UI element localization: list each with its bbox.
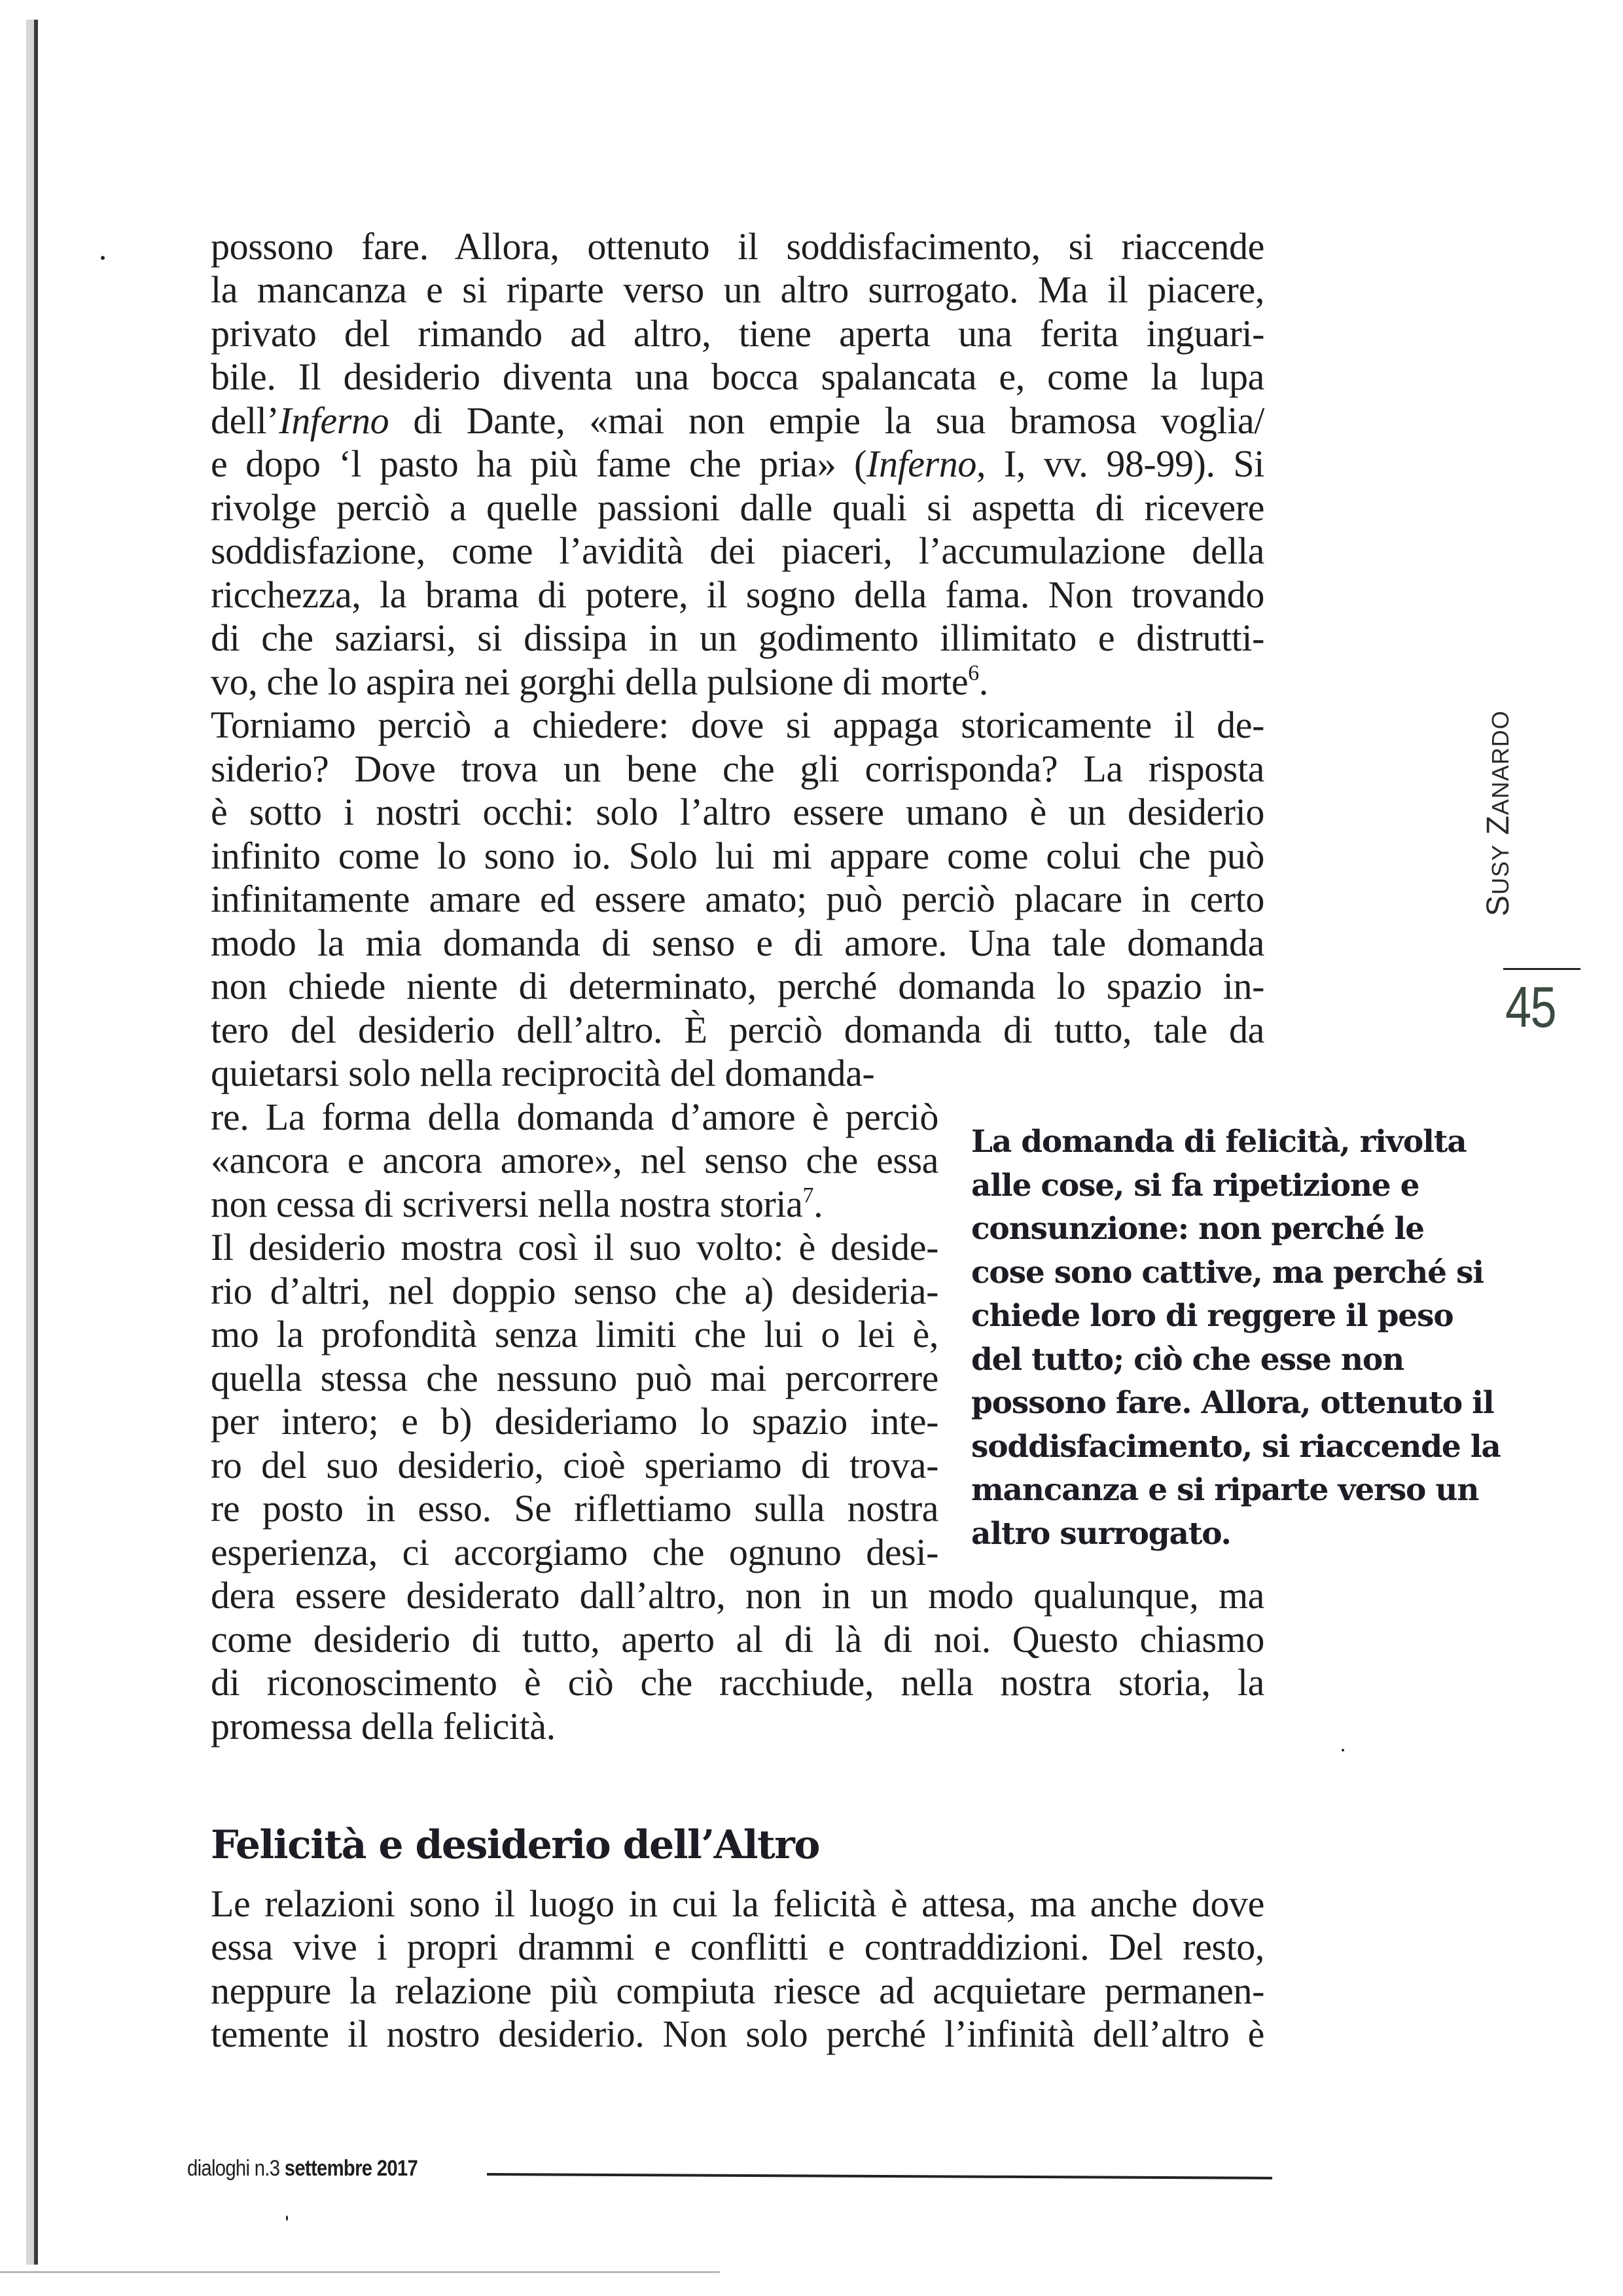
body-line: essa vive i propri drammi e conflitti e contraddizioni. Del resto, (211, 1926, 1264, 1968)
scan-speck (1342, 1749, 1344, 1751)
body-line: siderio? Dove trova un bene che gli corrisponda? La risposta (211, 747, 1264, 790)
body-line: Torniamo perciò a chiedere: dove si appaga storicamente il de- (211, 704, 1264, 746)
body-line: di riconoscimento è ciò che racchiude, nella nostra storia, la (211, 1661, 1264, 1704)
body-line: re. La forma della domanda d’amore è perciò (211, 1096, 938, 1138)
body-line: non chiede niente di determinato, perché domanda lo spazio in- (211, 965, 1264, 1007)
pull-quote-line: alle cose, si fa ripetizione e (971, 1167, 1419, 1204)
body-line: infinito come lo sono io. Solo lui mi appare come colui che può (211, 834, 1264, 877)
page-number: 45 (1505, 975, 1556, 1039)
pull-quote-line: altro surrogato. (971, 1515, 1231, 1552)
text: vo, che lo aspira nei gorghi della pulsione di morte (211, 660, 969, 703)
running-head-author (1480, 710, 1516, 916)
body-line: «ancora e ancora amore», nel senso che essa (211, 1139, 938, 1181)
body-line: tero del desiderio dell’altro. È perciò domanda di tutto, tale da (211, 1009, 1264, 1051)
folio-divider (1503, 968, 1580, 970)
body-line: privato del rimando ad altro, tiene aperta una ferita inguari- (211, 312, 1264, 355)
body-line: dera essere desiderato dall’altro, non in un modo qualunque, ma (211, 1574, 1264, 1617)
body-line: re posto in esso. Se riflettiamo sulla nostra (211, 1487, 938, 1530)
body-line: Le relazioni sono il luogo in cui la felicità è attesa, ma anche dove (211, 1882, 1264, 1925)
pull-quote-line: mancanza e si riparte verso un (971, 1472, 1479, 1508)
body-line: è sotto i nostri occhi: solo l’altro essere umano è un desiderio (211, 791, 1264, 833)
pull-quote-line: chiede loro di reggere il peso (971, 1298, 1454, 1334)
body-line: quella stessa che nessuno può mai percorrere (211, 1357, 938, 1399)
body-line: rio d’altri, nel doppio senso che a) desideria- (211, 1270, 938, 1312)
body-line: Il desiderio mostra così il suo volto: è deside- (211, 1226, 938, 1268)
body-line-with-italic (211, 442, 1264, 486)
italic-title: Inferno (279, 399, 389, 442)
text: dell’ (211, 399, 279, 442)
body-line: bile. Il desiderio diventa una bocca spalancata e, come la lupa (211, 355, 1264, 398)
publication-date: settembre 2017 (284, 2156, 418, 2181)
pull-quote-line: del tutto; ciò che esse non (971, 1341, 1404, 1378)
footnote-ref[interactable]: 6 (968, 661, 979, 685)
body-line: soddisfazione, come l’avidità dei piaceri, l’accumulazione della (211, 529, 1264, 572)
body-line: come desiderio di tutto, aperto al di là di noi. Questo chiasmo (211, 1618, 1264, 1660)
scan-speck (101, 256, 105, 260)
text: di Dante, «mai non empie la sua bramosa voglia/ (389, 399, 1264, 442)
text: . (978, 660, 988, 703)
author-initial: Z (1481, 815, 1516, 835)
text: non cessa di scriversi nella nostra storia (211, 1183, 803, 1225)
text: , I, vv. 98-99). Si (976, 442, 1264, 485)
body-line: mo la profondità senza limiti che lui o lei è, (211, 1313, 938, 1355)
pull-quote-line: consunzione: non perché le (971, 1211, 1424, 1247)
pull-quote-line: possono fare. Allora, ottenuto il (971, 1385, 1494, 1421)
pull-quote-line: cose sono cattive, ma perché si (971, 1254, 1484, 1291)
body-line: rivolge perciò a quelle passioni dalle quali si aspetta di ricevere (211, 486, 1264, 529)
italic-title: Inferno (866, 442, 977, 485)
body-line-with-italic (211, 399, 1264, 443)
publication-name: dialoghi n.3 (187, 2156, 280, 2181)
body-line: la mancanza e si riparte verso un altro surrogato. Ma il piacere, (211, 268, 1264, 311)
scan-bottom-edge (0, 2271, 720, 2273)
body-line: temente il nostro desiderio. Non solo perché l’infinità dell’altro è (211, 2013, 1264, 2055)
body-line: possono fare. Allora, ottenuto il soddisfacimento, si riaccende (211, 225, 1264, 268)
pull-quote-line: La domanda di felicità, rivolta (971, 1124, 1467, 1160)
footer-rule (487, 2173, 1272, 2179)
text: e dopo ‘l pasto ha più fame che pria» ( (211, 442, 867, 485)
body-line: per intero; e b) desideriamo lo spazio inte- (211, 1400, 938, 1443)
body-line: esperienza, ci accorgiamo che ognuno desi- (211, 1531, 938, 1573)
body-line: promessa della felicità. (211, 1705, 556, 1748)
section-heading: Felicità e desiderio dell’Altro (211, 1822, 819, 1868)
pull-quote (971, 1121, 1508, 1556)
body-line: infinitamente amare ed essere amato; può perciò placare in certo (211, 878, 1264, 920)
body-line: modo la mia domanda di senso e di amore. Una tale domanda (211, 922, 1264, 964)
scan-edge-line (34, 20, 38, 2265)
body-line: neppure la relazione più compiuta riesce ad acquietare permanen- (211, 1969, 1264, 2012)
body-line-with-footnote (211, 660, 1264, 704)
body-line: ro del suo desiderio, cioè speriamo di trova- (211, 1444, 938, 1486)
author-smallcaps: ANARDO (1487, 710, 1514, 816)
page-footer (187, 2156, 418, 2181)
text: . (813, 1183, 823, 1225)
author-smallcaps: USY (1487, 844, 1514, 895)
scan-speck (286, 2215, 288, 2221)
body-line: di che saziarsi, si dissipa in un godimento illimitato e distrutti- (211, 617, 1264, 659)
footnote-ref[interactable]: 7 (802, 1183, 814, 1208)
body-line: ricchezza, la brama di potere, il sogno della fama. Non trovando (211, 573, 1264, 616)
body-line-with-footnote (211, 1183, 938, 1227)
scan-edge-shadow (26, 20, 34, 2265)
pull-quote-line: soddisfacimento, si riaccende la (971, 1428, 1501, 1465)
body-line: quietarsi solo nella reciprocità del domanda- (211, 1052, 875, 1094)
author-initial: S (1481, 894, 1516, 916)
